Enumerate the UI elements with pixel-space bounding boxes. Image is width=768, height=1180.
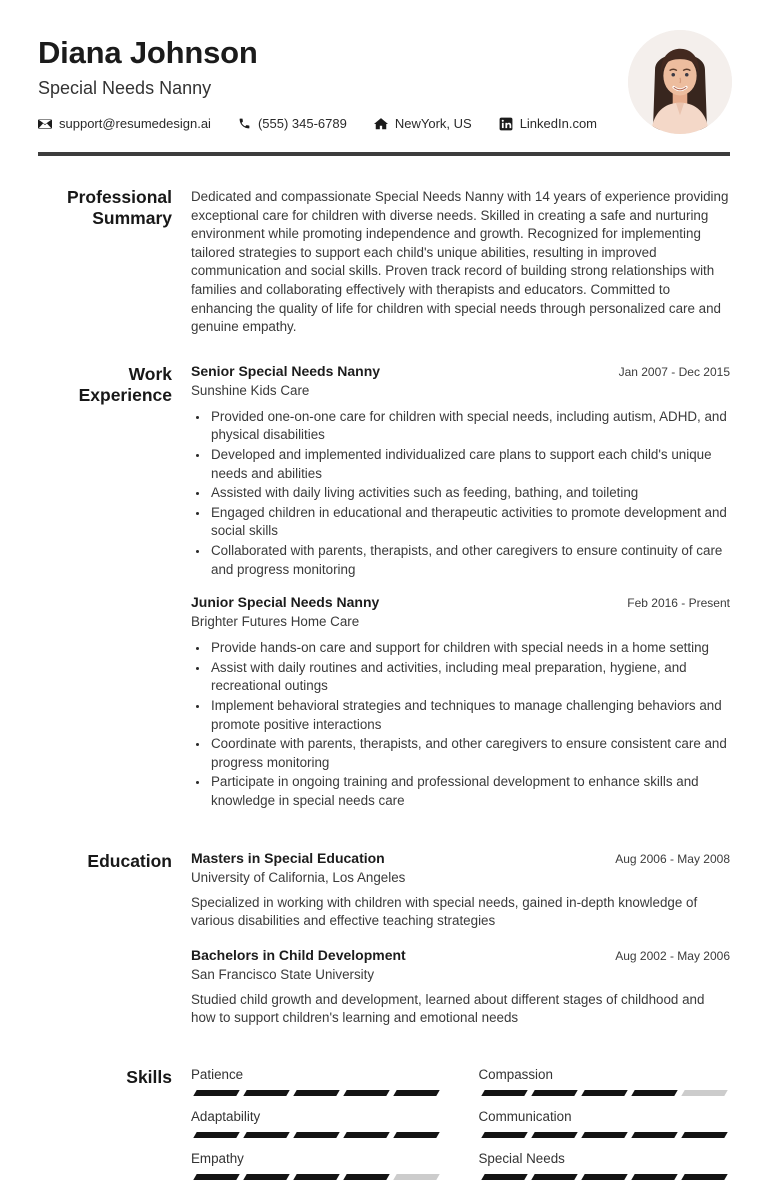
job-bullet: • Implement behavioral strategies and techniques to manage challenging behaviors and promote positive interactions	[209, 697, 730, 734]
school-name: San Francisco State University	[191, 966, 375, 982]
skill-label: Special Needs	[478, 1150, 565, 1166]
education-body	[191, 850, 730, 1028]
experience-body	[191, 363, 730, 812]
resume-header	[38, 36, 730, 131]
job-title: Senior Special Needs Nanny	[191, 362, 381, 379]
section-label-summary: Professional Summary	[66, 187, 172, 229]
skill-bar-segment	[681, 1132, 728, 1138]
skill-item	[479, 1067, 731, 1096]
skill-bar-segment	[531, 1090, 578, 1096]
candidate-title: Special Needs Nanny	[38, 78, 212, 99]
skill-item	[191, 1151, 443, 1180]
contact-email-text: support@resumedesign.ai	[59, 116, 211, 132]
contact-phone	[238, 116, 347, 131]
skill-label: Patience	[191, 1066, 244, 1082]
skill-bar-segment	[293, 1174, 340, 1180]
email-icon	[38, 117, 52, 131]
section-work-experience	[38, 363, 730, 812]
section-label-experience: Work Experience	[78, 363, 172, 406]
degree-title: Masters in Special Education	[191, 849, 385, 866]
degree-title: Bachelors in Child Development	[191, 946, 406, 963]
skill-bar-segment	[243, 1174, 290, 1180]
skill-bar-segment	[243, 1090, 290, 1096]
job-bullet: • Provided one-on-one care for children with special needs, including autism, ADHD, and physical disabilities	[209, 408, 730, 445]
linkedin-icon	[499, 117, 513, 131]
profile-photo-illustration	[628, 30, 732, 134]
job-bullet: • Engaged children in educational and therapeutic activities to promote development and social skills	[209, 504, 730, 541]
degree-dates: Aug 2006 - May 2008	[615, 851, 730, 866]
candidate-name: Diana Johnson	[38, 35, 258, 70]
job-bullet: • Collaborated with parents, therapists, and other caregivers to ensure continuity of care and progress monitoring	[209, 542, 730, 579]
phone-icon	[238, 117, 251, 130]
skill-bar	[479, 1174, 731, 1180]
skill-bar-segment	[293, 1132, 340, 1138]
profile-photo	[628, 30, 732, 134]
degree-description: Specialized in working with children with special needs, gained in-depth knowledge of various disabilities and effective teaching strategies	[191, 894, 698, 929]
job-entry	[191, 594, 730, 810]
skill-bar-segment	[243, 1132, 290, 1138]
job-bullet: • Provide hands-on care and support for children with special needs in a home setting	[209, 639, 730, 658]
job-bullet: • Coordinate with parents, therapists, and other caregivers to ensure consistent care and progress monitoring	[209, 735, 730, 772]
skill-bar-segment	[481, 1174, 528, 1180]
contact-location-text: NewYork, US	[394, 116, 472, 132]
job-bullet: • Participate in ongoing training and professional development to enhance skills and knowledge in special needs care	[209, 773, 730, 810]
job-header	[191, 363, 730, 379]
degree-description: Studied child growth and development, learned about different stages of childhood and how to support children's learning and emotional needs	[191, 991, 705, 1026]
skill-bar	[191, 1174, 443, 1180]
section-professional-summary	[38, 186, 730, 337]
skill-label: Empathy	[191, 1150, 244, 1166]
skill-bar-segment	[344, 1132, 391, 1138]
skill-bar-segment	[631, 1090, 678, 1096]
job-company: Brighter Futures Home Care	[191, 614, 360, 630]
job-title: Junior Special Needs Nanny	[191, 594, 380, 611]
skill-bar-segment	[531, 1132, 578, 1138]
skill-bar-segment	[481, 1132, 528, 1138]
contact-linkedin	[499, 116, 597, 131]
skill-bar	[191, 1090, 443, 1096]
school-name: University of California, Los Angeles	[191, 869, 406, 885]
skill-label: Adaptability	[191, 1108, 261, 1124]
home-icon	[374, 117, 388, 131]
skill-bar-segment	[581, 1090, 628, 1096]
contact-phone-text: (555) 345-6789	[257, 116, 347, 132]
skill-bar-segment	[531, 1174, 578, 1180]
skill-item	[479, 1109, 731, 1138]
job-dates: Feb 2016 - Present	[627, 596, 730, 611]
skill-bar	[191, 1132, 443, 1138]
section-skills	[38, 1066, 730, 1180]
skill-bar-segment	[481, 1090, 528, 1096]
skill-bar-segment	[344, 1090, 391, 1096]
skill-bar	[479, 1090, 731, 1096]
job-bullet: • Assisted with daily living activities such as feeding, bathing, and toileting	[209, 484, 730, 503]
skill-bar-segment	[394, 1132, 441, 1138]
skill-bar-segment	[193, 1090, 240, 1096]
education-header	[191, 947, 730, 963]
job-header	[191, 594, 730, 610]
skill-bar-segment	[193, 1132, 240, 1138]
job-bullet-list	[191, 408, 730, 579]
skill-bar-segment	[581, 1174, 628, 1180]
skill-bar-segment	[631, 1174, 678, 1180]
skill-bar-segment	[394, 1174, 441, 1180]
job-entry	[191, 363, 730, 579]
skill-bar-segment	[681, 1174, 728, 1180]
education-entry	[191, 947, 730, 1028]
section-label-skills: Skills	[126, 1066, 172, 1087]
section-education	[38, 850, 730, 1028]
education-entry	[191, 850, 730, 931]
skill-item	[479, 1151, 731, 1180]
skill-bar-segment	[581, 1132, 628, 1138]
skills-grid	[191, 1066, 730, 1180]
job-bullet: • Assist with daily routines and activities, including meal preparation, hygiene, and recreational outings	[209, 659, 730, 696]
skill-bar-segment	[394, 1090, 441, 1096]
skill-bar-segment	[344, 1174, 391, 1180]
contact-email	[38, 116, 211, 131]
skill-bar-segment	[631, 1132, 678, 1138]
job-dates: Jan 2007 - Dec 2015	[618, 364, 730, 379]
section-label-education: Education	[87, 850, 172, 871]
skill-bar-segment	[681, 1090, 728, 1096]
skill-bar	[479, 1132, 731, 1138]
summary-paragraph: Dedicated and compassionate Special Needs Nanny with 14 years of experience providing exceptional care for children with diverse needs. Skilled in creating a safe and nurturing environment while promoting independence and growth. Recognized for implementing tailored strategies to support each child's unique abilities, resulting in improved communication and social skills. Proven track record of building strong relationships with families and collaborating effectively with therapists and educators. Committed to enhancing the quality of life for children with special needs through personalized care and genuine empathy.	[191, 189, 729, 335]
skill-bar-segment	[293, 1090, 340, 1096]
contact-linkedin-text: LinkedIn.com	[519, 116, 598, 132]
degree-dates: Aug 2002 - May 2006	[615, 948, 730, 963]
job-bullet-list	[191, 639, 730, 810]
skill-label: Compassion	[478, 1066, 553, 1082]
summary-body	[191, 186, 730, 337]
header-divider	[38, 152, 730, 156]
education-header	[191, 850, 730, 866]
skill-item	[191, 1109, 443, 1138]
contact-row	[38, 116, 600, 131]
job-company: Sunshine Kids Care	[191, 382, 310, 398]
job-bullet: • Developed and implemented individualized care plans to support each child's unique needs and abilities	[209, 446, 730, 483]
skill-bar-segment	[193, 1174, 240, 1180]
skill-label: Communication	[478, 1108, 572, 1124]
skill-item	[191, 1067, 443, 1096]
contact-location	[374, 116, 472, 131]
